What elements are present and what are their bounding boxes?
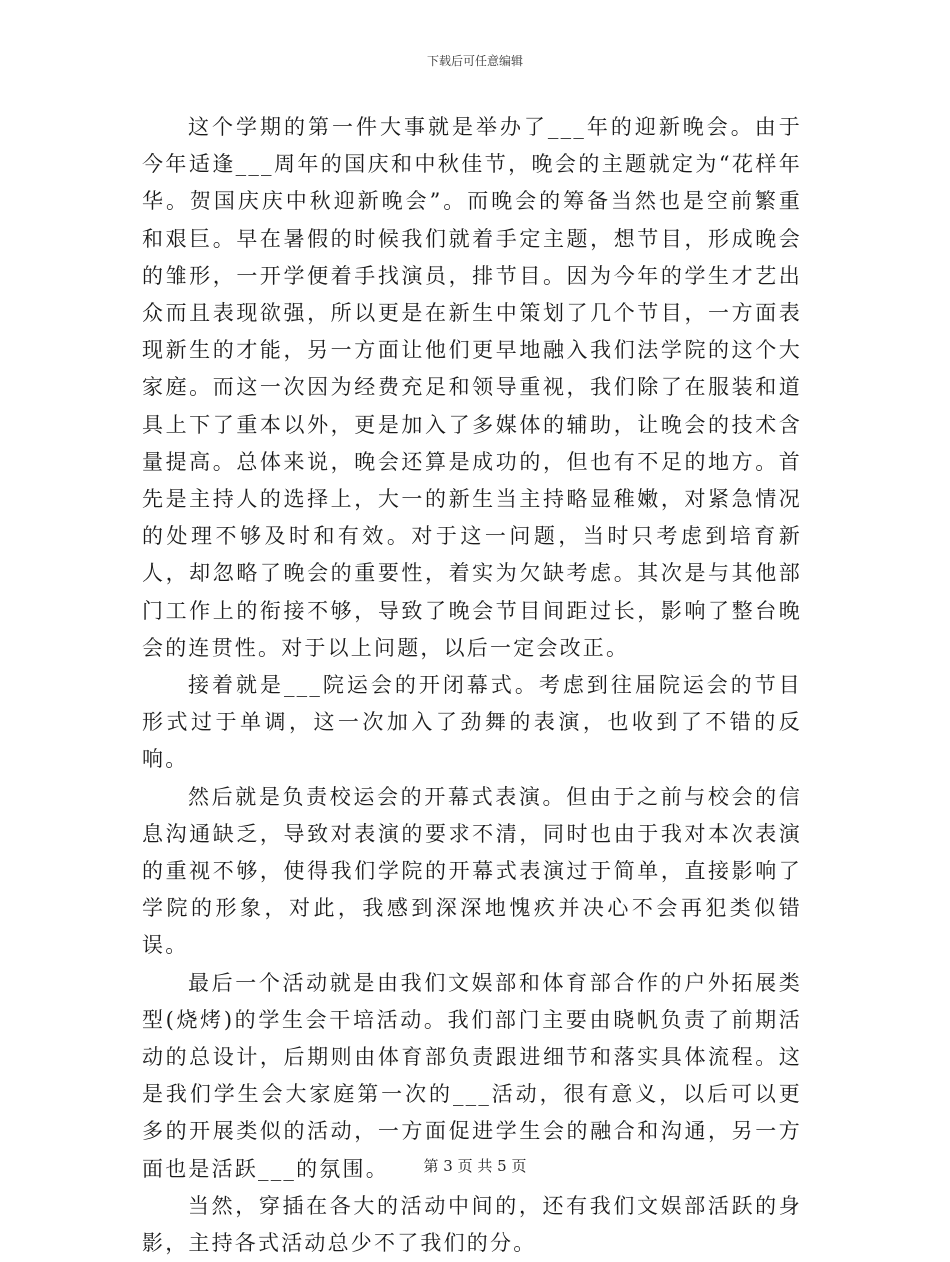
paragraph-1: 这个学期的第一件大事就是举办了___年的迎新晚会。由于今年适逢___周年的国庆和中秋佳节，晚会的主题就定为“花样年华。贺国庆庆中秋迎新晚会”。而晚会的筹备当然也是空前繁重和艰巨。早在暑假的时候我们就着手定主题，想节目，形成晚会的雏形，一开学便着手找演员，排节目。因为今年的学生才艺出众而且表现欲强，所以更是在新生中策划了几个节目，一方面表现新生的才能，另一方面让他们更早地融入我们法学院的这个大家庭。而这一次因为经费充足和领导重视，我们除了在服装和道具上下了重本以外，更是加入了多媒体的辅助，让晚会的技术含量提高。总体来说，晚会还算是成功的，但也有不足的地方。首先是主持人的选择上，大一的新生当主持略显稚嫩，对紧急情况的处理不够及时和有效。对于这一问题，当时只考虑到培育新人，却忽略了晚会的重要性，着实为欠缺考虑。其次是与其他部门工作上的衔接不够，导致了晚会节目间距过长，影响了整台晚会的连贯性。对于以上问题，以后一定会改正。 <box>142 115 802 660</box>
paragraph-5: 当然，穿插在各大的活动中间的，还有我们文娱部活跃的身影，主持各式活动总少不了我们的分。 <box>142 1193 802 1256</box>
paragraph-4: 最后一个活动就是由我们文娱部和体育部合作的户外拓展类型(烧烤)的学生会干培活动。我们部门主要由晓帆负责了前期活动的总设计，后期则由体育部负责跟进细节和落实具体流程。这是我们学生会大家庭第一次的___活动，很有意义，以后可以更多的开展类似的活动，一方面促进学生会的融合和沟通，另一方面也是活跃___的氛围。 <box>142 970 802 1181</box>
paragraph-2: 接着就是___院运会的开闭幕式。考虑到往届院运会的节目形式过于单调，这一次加入了劲舞的表演，也收到了不错的反响。 <box>142 673 802 772</box>
document-body <box>142 109 802 1262</box>
page-header: 下载后可任意编辑 <box>426 54 523 68</box>
page-number: 第 3 页 共 5 页 <box>423 1157 527 1175</box>
paragraph-3: 然后就是负责校运会的开幕式表演。但由于之前与校会的信息沟通缺乏，导致对表演的要求不清，同时也由于我对本次表演的重视不够，使得我们学院的开幕式表演过于简单，直接影响了学院的形象，对此，我感到深深地愧疚并决心不会再犯类似错误。 <box>142 784 802 958</box>
